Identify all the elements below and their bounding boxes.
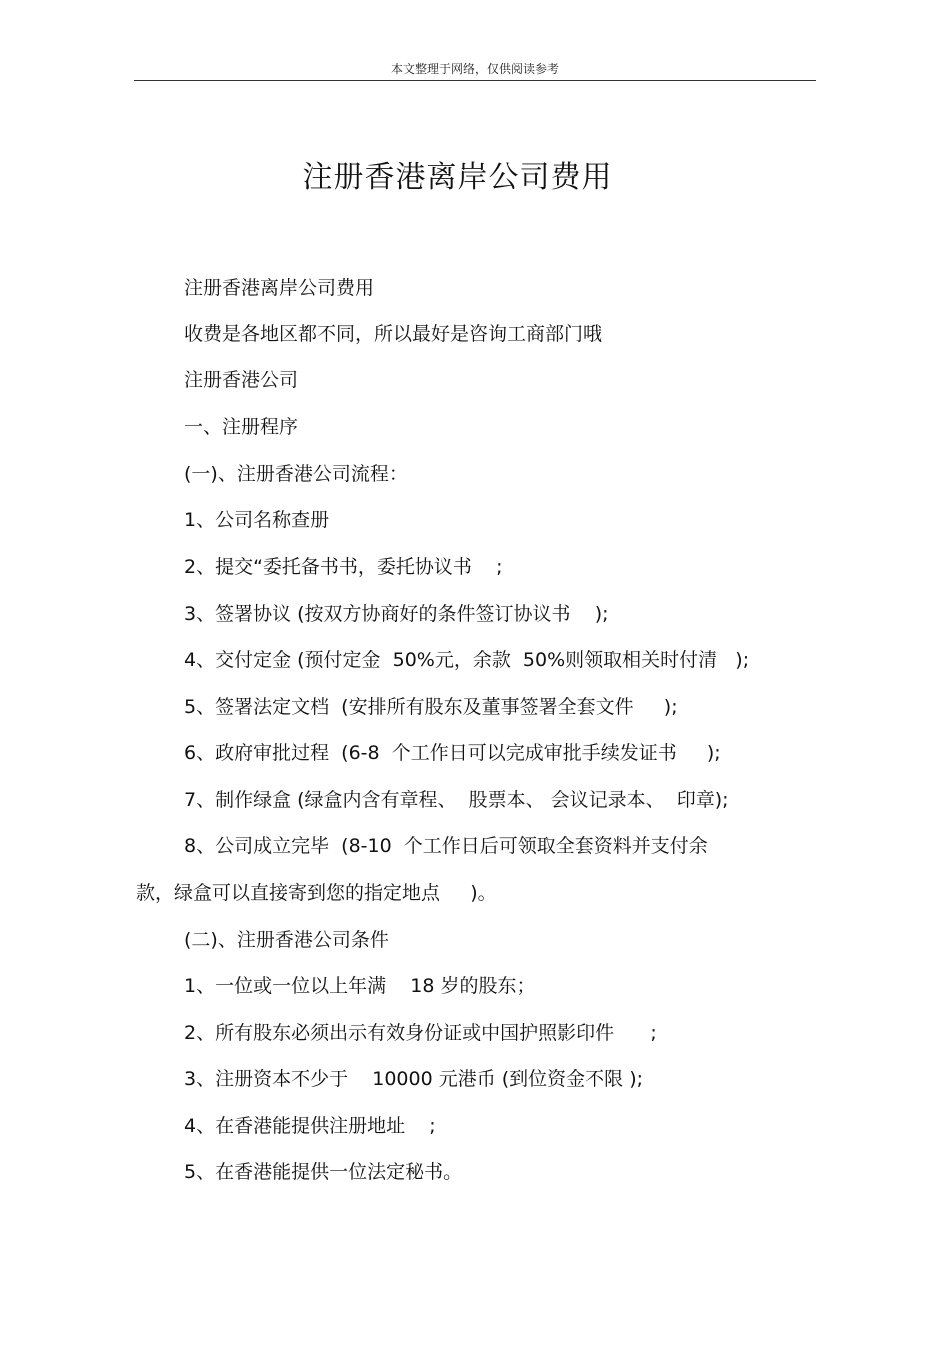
list-item: 3、签署协议 (按双方协商好的条件签订协议书 );	[184, 603, 609, 625]
list-item: 5、在香港能提供一位法定秘书。	[184, 1161, 463, 1183]
header-note: 本文整理于网络，仅供阅读参考	[390, 62, 559, 76]
subsection-heading: (二)、注册香港公司条件	[184, 929, 389, 951]
header-divider	[134, 80, 816, 81]
list-item: 2、提交“委托备书书，委托协议书 ;	[184, 556, 503, 578]
list-item: 5、签署法定文档 (安排所有股东及董事签署全套文件 );	[184, 696, 678, 718]
list-item: 1、一位或一位以上年满 18 岁的股东；	[184, 975, 536, 997]
list-item-continuation: 款，绿盒可以直接寄到您的指定地点 )。	[136, 882, 497, 904]
subsection-heading: (一)、注册香港公司流程：	[184, 463, 408, 485]
list-item: 3、注册资本不少于 10000 元港币 (到位资金不限 );	[184, 1068, 644, 1090]
paragraph-line: 收费是各地区都不同，所以最好是咨询工商部门哦	[184, 323, 603, 345]
paragraph-line: 注册香港离岸公司费用	[184, 277, 375, 299]
list-item: 4、在香港能提供注册地址 ;	[184, 1115, 436, 1137]
list-item: 7、制作绿盒 (绿盒内含有章程、 股票本、 会议记录本、 印章);	[184, 789, 729, 811]
paragraph-line: 注册香港公司	[184, 369, 299, 391]
list-item: 8、公司成立完毕 (8-10 个工作日后可领取全套资料并支付余	[184, 835, 708, 857]
list-item: 1、公司名称查册	[184, 509, 330, 531]
list-item: 4、交付定金 (预付定金 50%元，余款 50%则领取相关时付清 );	[184, 649, 750, 671]
list-item: 6、政府审批过程 (6-8 个工作日可以完成审批手续发证书 );	[184, 742, 721, 764]
section-heading: 一、注册程序	[184, 416, 299, 438]
document-title: 注册香港离岸公司费用	[302, 160, 613, 195]
list-item: 2、所有股东必须出示有效身份证或中国护照影印件 ;	[184, 1022, 657, 1044]
